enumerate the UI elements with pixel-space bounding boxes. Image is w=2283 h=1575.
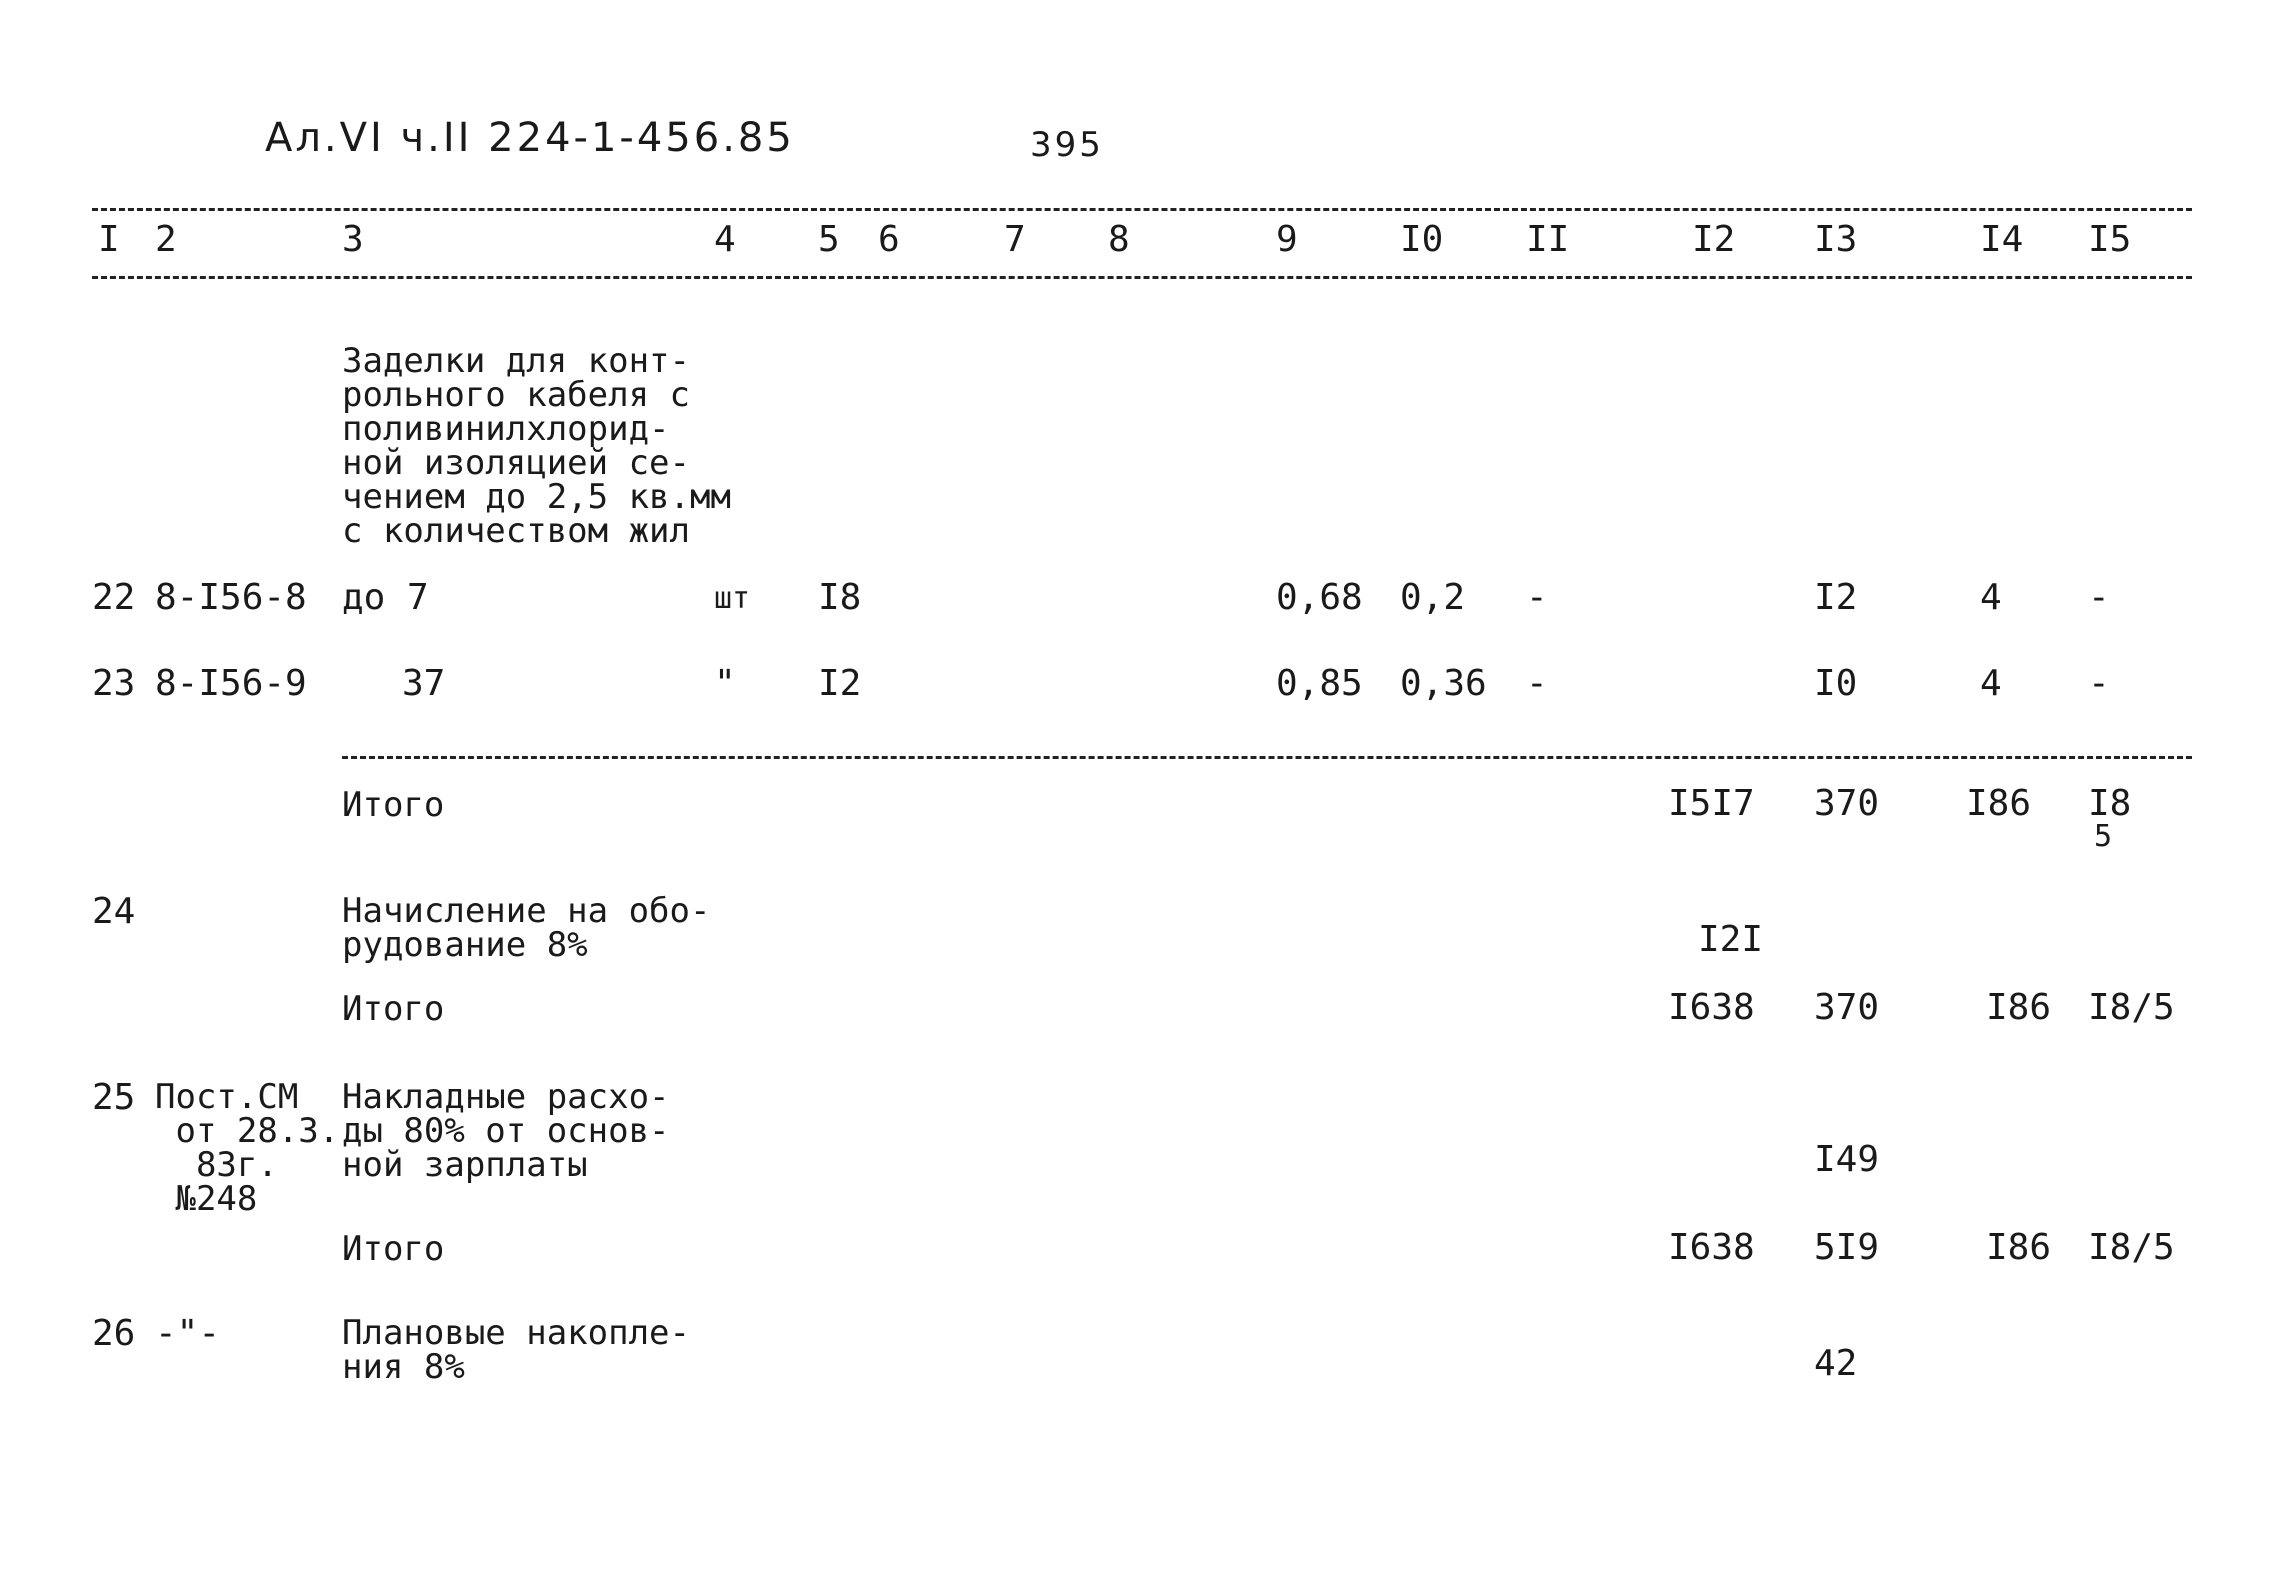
col-header-10: I0 bbox=[1400, 219, 1444, 260]
total-label: Итого bbox=[342, 989, 445, 1029]
row-code: -"- bbox=[155, 1313, 221, 1354]
section-title: Заделки для конт- рольного кабеля с поливинилхлорид- ной изоляцией се- чением до 2,5 кв.мм с количеством жил bbox=[342, 341, 731, 551]
row-number: 24 bbox=[92, 891, 136, 932]
total-col14: I86 bbox=[1966, 783, 2032, 824]
col-header-8: 8 bbox=[1108, 219, 1130, 260]
row-col9: 0,85 bbox=[1276, 663, 1363, 704]
row-code: 8-I56-8 bbox=[155, 577, 307, 618]
row-code: Пост.СМ от 28.3. 83г. №248 bbox=[155, 1077, 340, 1219]
total-label: Итого bbox=[342, 785, 445, 825]
total-label: Итого bbox=[342, 1229, 445, 1269]
total-col15-bottom: 5 bbox=[2094, 819, 2113, 854]
col-header-11: II bbox=[1526, 219, 1570, 260]
row-name: Плановые накопле- ния 8% bbox=[342, 1313, 690, 1387]
col-header-6: 6 bbox=[878, 219, 900, 260]
row-number: 23 bbox=[92, 663, 136, 704]
col-header-5: 5 bbox=[818, 219, 840, 260]
row-col10: 0,2 bbox=[1400, 577, 1466, 618]
row-col15: - bbox=[2088, 577, 2110, 618]
row-number: 25 bbox=[92, 1077, 136, 1118]
row-col9: 0,68 bbox=[1276, 577, 1363, 618]
row-unit: " bbox=[714, 663, 736, 704]
row-col13: I49 bbox=[1814, 1139, 1880, 1180]
row-name: до 7 bbox=[342, 577, 429, 618]
row-col10: 0,36 bbox=[1400, 663, 1487, 704]
row-col13: I0 bbox=[1814, 663, 1858, 704]
row-col12: I2I bbox=[1698, 919, 1764, 960]
row-name: Накладные расхо- ды 80% от основ- ной зарплаты bbox=[342, 1077, 670, 1185]
row-col11: - bbox=[1526, 663, 1548, 704]
row-name: Начисление на обо- рудование 8% bbox=[342, 891, 711, 965]
total-col13: 370 bbox=[1814, 783, 1880, 824]
row-col14: 4 bbox=[1980, 663, 2002, 704]
total-col14: I86 bbox=[1986, 1227, 2052, 1268]
row-col14: 4 bbox=[1980, 577, 2002, 618]
total-col12: I638 bbox=[1668, 987, 1755, 1028]
col-header-9: 9 bbox=[1276, 219, 1298, 260]
row-col13: I2 bbox=[1814, 577, 1858, 618]
col-header-3: 3 bbox=[342, 219, 364, 260]
total-col15: I8/5 bbox=[2088, 1227, 2175, 1268]
total-col15-top: I8 bbox=[2088, 783, 2132, 824]
col-header-14: I4 bbox=[1980, 219, 2024, 260]
row-number: 22 bbox=[92, 577, 136, 618]
col-header-7: 7 bbox=[1004, 219, 1026, 260]
header-top-rule bbox=[92, 208, 2192, 211]
total-col15: I8/5 bbox=[2088, 987, 2175, 1028]
total-col13: 370 bbox=[1814, 987, 1880, 1028]
total-col12: I638 bbox=[1668, 1227, 1755, 1268]
row-code: 8-I56-9 bbox=[155, 663, 307, 704]
col-header-12: I2 bbox=[1692, 219, 1736, 260]
row-number: 26 bbox=[92, 1313, 136, 1354]
row-qty: I8 bbox=[818, 577, 862, 618]
total-col14: I86 bbox=[1986, 987, 2052, 1028]
row-col15: - bbox=[2088, 663, 2110, 704]
col-header-1: I bbox=[98, 219, 120, 260]
row-name: 37 bbox=[402, 663, 446, 704]
row-unit: шт bbox=[714, 581, 751, 616]
col-header-13: I3 bbox=[1814, 219, 1858, 260]
total-col13: 5I9 bbox=[1814, 1227, 1880, 1268]
page-number: 395 bbox=[1030, 125, 1104, 165]
col-header-2: 2 bbox=[155, 219, 177, 260]
total-col12: I5I7 bbox=[1668, 783, 1755, 824]
col-header-4: 4 bbox=[714, 219, 736, 260]
header-bottom-rule bbox=[92, 276, 2192, 279]
row-col11: - bbox=[1526, 577, 1548, 618]
document-reference: Ал.VI ч.II 224-1-456.85 bbox=[265, 115, 795, 161]
row-col13: 42 bbox=[1814, 1343, 1858, 1384]
subtotal-rule bbox=[342, 756, 2192, 759]
col-header-15: I5 bbox=[2088, 219, 2132, 260]
row-qty: I2 bbox=[818, 663, 862, 704]
